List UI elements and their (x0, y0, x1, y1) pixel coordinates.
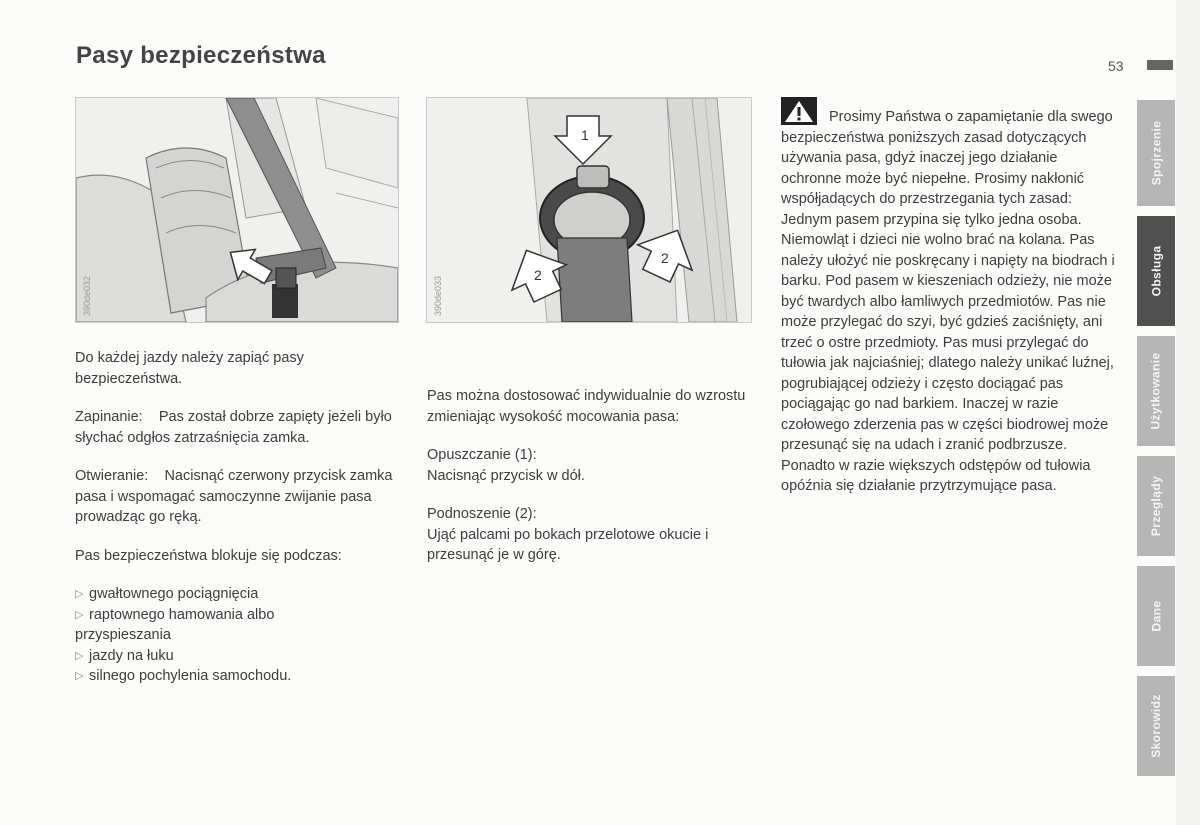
page-number: 53 (1108, 58, 1124, 74)
figure-height-adjuster (426, 97, 752, 323)
tab-skorowidz[interactable]: Skorowidz (1137, 676, 1175, 776)
triangle-bullet-icon: ▷ (75, 608, 84, 621)
paragraph-buckling: Zapinanie: Pas został dobrze zapięty jeżeli było słychać odgłos zatrzaśnięcia zamka. (75, 409, 396, 446)
list-item-continuation: przyspieszania (75, 627, 171, 643)
figure-code: 390de032 (82, 275, 92, 316)
tab-spojrzenie[interactable]: Spojrzenie (1137, 100, 1175, 206)
figure-code: 390de033 (433, 275, 443, 316)
paragraph-rules: Jednym pasem przypina się tylko jedna osoba. Niemowląt i dzieci nie wolno brać na kolana. Pas należy ułożyć nie poskręcany i napięty na biodrach i barku. Pod pasem w kieszeniach odzieży, nie może być twardych albo łamliwych przedmiotów. Pas nie może przylegać do szyi, być gdzieś zaciśnięty, ani trzeć o ostre przedmioty. Pas musi przylegać do tułowia jak najciaśniej; dlatego należy unikać luźnej, pogrubiającej odzieży i często dociągać pas pociągając go nad barkiem. Inaczej w razie czołowego zderzenia pas w części biodrowej może przesunąć się na udach i zranić podbrzusze. Ponadto w razie większych odstępów od tułowia opóźnia się działanie przytrzymujące pasa. (781, 211, 1115, 494)
paragraph-locking: Pas bezpieczeństwa blokuje się podczas: (75, 547, 342, 564)
seat-buckle-illustration (76, 98, 398, 322)
paragraph-raising: Ująć palcami po bokach przelotowe okucie i przesunąć je w górę. (427, 526, 709, 563)
svg-text:2: 2 (661, 250, 669, 266)
figure-seat-buckle (75, 97, 399, 323)
list-item: ▷ gwałtownego pociągnięcia (75, 584, 415, 605)
triangle-bullet-icon: ▷ (75, 588, 84, 600)
paragraph-opening: Otwieranie: Nacisnąć czerwony przycisk zamka pasa i wspomagać samoczynne zwijanie pasa prowadząc go ręką. (75, 468, 397, 525)
page-marker (1147, 60, 1173, 70)
page-title: Pasy bezpieczeństwa (76, 42, 326, 69)
page-edge (1176, 0, 1200, 825)
tab-dane[interactable]: Dane (1137, 566, 1175, 666)
svg-text:1: 1 (581, 127, 589, 143)
tab-uzytkowanie[interactable]: Użytkowanie (1137, 336, 1175, 446)
warning-triangle-icon (781, 97, 817, 125)
paragraph-intro: Do każdej jazdy należy zapiąć pasy bezpieczeństwa. (75, 350, 304, 387)
column-2 (427, 386, 762, 566)
svg-text:2: 2 (534, 267, 542, 283)
triangle-bullet-icon: ▷ (75, 670, 84, 682)
list-item: ▷ jazdy na łuku (75, 646, 415, 667)
triangle-bullet-icon: ▷ (75, 649, 84, 662)
tab-przeglady[interactable]: Przeglądy (1137, 456, 1175, 556)
list-item: ▷ silnego pochylenia samochodu. (75, 666, 415, 687)
column-3 (781, 97, 1121, 497)
paragraph-adjust: Pas można dostosować indywidualnie do wzrostu zmieniając wysokość mocowania pasa: (427, 388, 746, 425)
warning-paragraph: Prosimy Państwa o zapamiętanie dla swego bezpieczeństwa poniższych zasad dotyczących używania pasa, gdyż inaczej jego działanie ochronne może być niepełne. Prosimy nakłonić współjadących do przestrzegania tych zasad: (781, 97, 1121, 210)
tab-obsluga[interactable]: Obsługa (1137, 216, 1175, 326)
heading-raising: Podnoszenie (2): (427, 506, 537, 522)
column-1 (75, 348, 415, 687)
paragraph-lowering: Nacisnąć przycisk w dół. (427, 467, 585, 484)
list-item: ▷ raptownego hamowania albo (75, 605, 415, 626)
height-adjuster-illustration (427, 98, 751, 322)
heading-lowering: Opuszczanie (1): (427, 447, 537, 463)
